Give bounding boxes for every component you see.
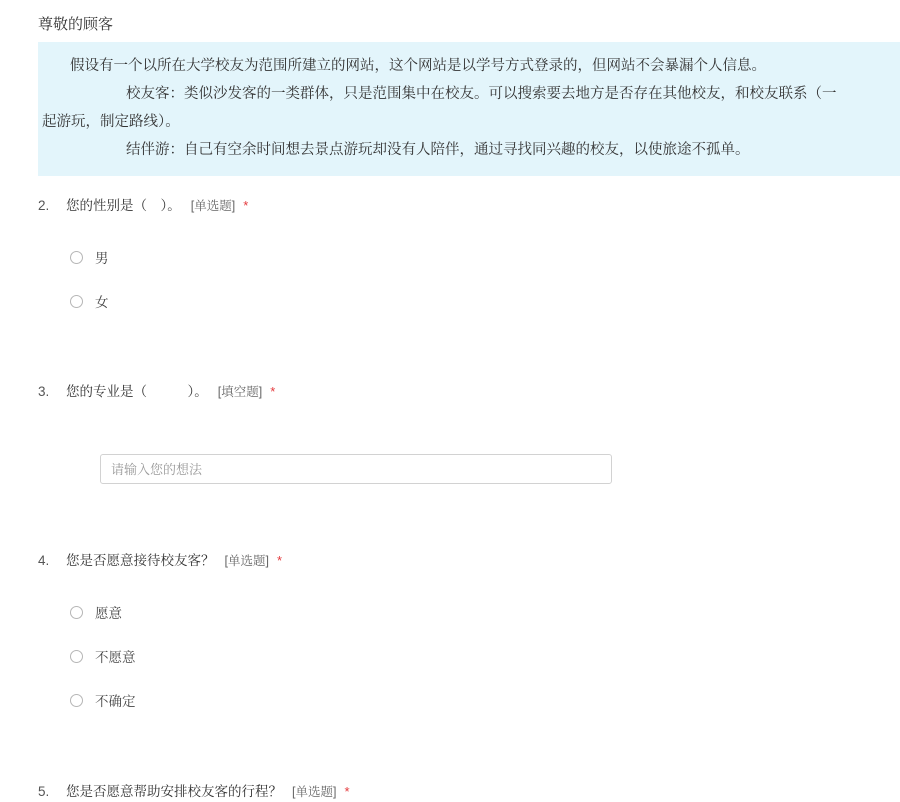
option-label: 男 bbox=[95, 251, 109, 266]
option-label: 不愿意 bbox=[95, 650, 136, 665]
question-4-options bbox=[0, 597, 900, 715]
radio-icon[interactable] bbox=[70, 694, 83, 707]
question-2-text: 您的性别是（ ）。 bbox=[66, 198, 181, 213]
intro-box bbox=[38, 42, 900, 176]
page-title: 尊敬的顾客 bbox=[38, 16, 114, 33]
intro-line-1: 假设有一个以所在大学校友为范围所建立的网站，这个网站是以学号方式登录的，但网站不会暴漏个人信息。 bbox=[70, 58, 766, 74]
option-row[interactable] bbox=[70, 242, 900, 272]
option-label: 愿意 bbox=[95, 606, 122, 621]
major-text-input[interactable] bbox=[100, 454, 612, 484]
question-5-number: 5. bbox=[38, 784, 50, 799]
option-label: 女 bbox=[95, 295, 109, 310]
question-5-required: * bbox=[344, 784, 350, 799]
question-2-type: [单选题] bbox=[190, 199, 236, 213]
question-4-number: 4. bbox=[38, 553, 50, 568]
question-3-header bbox=[0, 380, 900, 402]
question-3-number: 3. bbox=[38, 384, 50, 399]
option-row[interactable] bbox=[70, 685, 900, 715]
option-label: 不确定 bbox=[95, 694, 136, 709]
question-3-text: 您的专业是（ ）。 bbox=[66, 384, 208, 399]
question-5-text: 您是否愿意帮助安排校友客的行程？ bbox=[66, 784, 282, 799]
option-row[interactable] bbox=[70, 597, 900, 627]
question-3-required: * bbox=[270, 384, 276, 399]
question-4 bbox=[0, 549, 900, 729]
question-4-required: * bbox=[276, 553, 283, 568]
radio-icon[interactable] bbox=[70, 295, 83, 308]
radio-icon[interactable] bbox=[70, 606, 83, 619]
question-2-header bbox=[0, 194, 900, 216]
intro-line-2: 校友客：类似沙发客的一类群体，只是范围集中在校友。可以搜索要去地方是否存在其他校友，和校友联系（一 bbox=[126, 86, 837, 102]
question-2 bbox=[0, 194, 900, 330]
question-4-text: 您是否愿意接待校友客？ bbox=[66, 553, 215, 568]
question-3-type: [填空题] bbox=[217, 385, 263, 399]
question-4-type: [单选题] bbox=[224, 554, 269, 568]
option-row[interactable] bbox=[70, 286, 900, 316]
intro-line-3: 起游玩，制定路线）。 bbox=[42, 114, 180, 130]
radio-icon[interactable] bbox=[70, 650, 83, 663]
intro-line-4: 结伴游：自己有空余时间想去景点游玩却没有人陪伴，通过寻找同兴趣的校友，以使旅途不孤单。 bbox=[126, 142, 750, 158]
question-4-header bbox=[0, 549, 900, 571]
question-3 bbox=[0, 380, 900, 484]
question-2-number: 2. bbox=[38, 198, 50, 213]
question-5 bbox=[0, 780, 900, 802]
question-2-options bbox=[0, 242, 900, 316]
question-5-type: [单选题] bbox=[292, 785, 337, 799]
question-5-header bbox=[0, 780, 900, 802]
radio-icon[interactable] bbox=[70, 251, 83, 264]
question-2-required: * bbox=[243, 198, 249, 213]
option-row[interactable] bbox=[70, 641, 900, 671]
